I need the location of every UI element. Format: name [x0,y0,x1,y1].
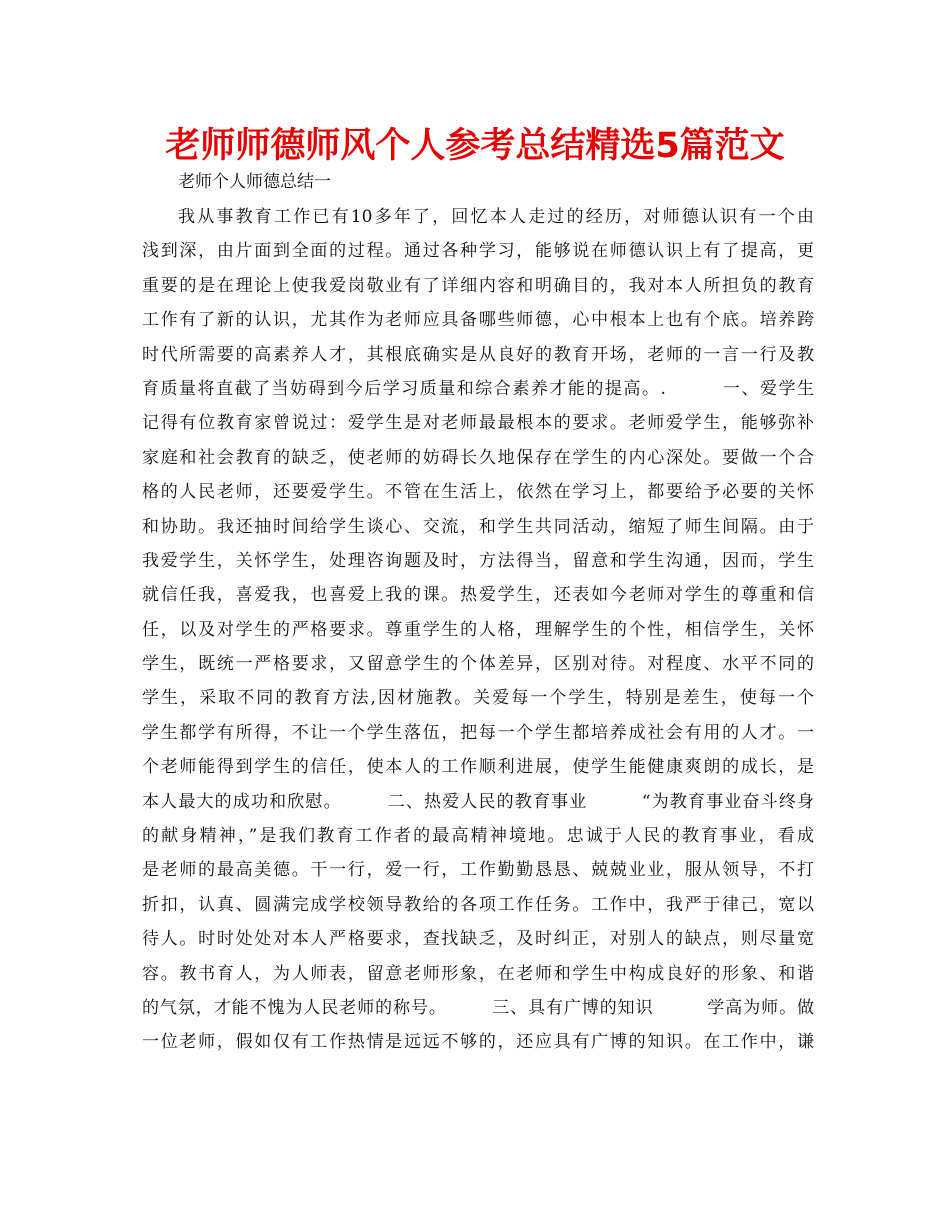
body-line: 一位老师，假如仅有工作热情是远远不够的，还应具有广博的知识。在工作中，谦 [142,1032,814,1053]
body-line: 我爱学生，关怀学生，处理咨询题及时，方法得当，留意和学生沟通，因而，学生 [142,550,814,571]
body-line: 待人。时时处处对本人严格要求，查找缺乏，及时纠正，对别人的缺点，则尽量宽 [142,929,814,950]
body-line: 是老师的最高美德。干一行，爱一行，工作勤勤恳恳、兢兢业业，服从领导，不打 [142,860,814,881]
body-line: 格的人民老师，还要爱学生。不管在生活上，依然在学习上，都要给予必要的关怀 [142,482,814,503]
body-line: 容。教书育人，为人师表，留意老师形象，在老师和学生中构成良好的形象、和谐 [142,963,814,984]
section-subheading: 老师个人师德总结一 [178,172,331,192]
body-line: 时代所需要的高素养人才，其根底确实是从良好的教育开场，老师的一言一行及教 [142,344,814,365]
body-line: 任，以及对学生的严格要求。尊重学生的人格，理解学生的个性，相信学生，关怀 [142,619,814,640]
body-line: 记得有位教育家曾说过：爱学生是对老师最最根本的要求。老师爱学生，能够弥补 [142,413,814,434]
body-line: 学生，既统一严格要求，又留意学生的个体差异，区别对待。对程度、水平不同的 [142,654,814,675]
body-text [142,200,814,1060]
body-line: 个老师能得到学生的信任，使本人的工作顺利进展，使学生能健康爽朗的成长，是 [142,757,814,778]
body-line: 学生都学有所得，不让一个学生落伍，把每一个学生都培养成社会有用的人才。一 [142,722,814,743]
body-line: 家庭和社会教育的缺乏，使老师的妨碍长久地保存在学生的内心深处。要做一个合 [142,447,814,468]
body-line: 的气氛，才能不愧为人民老师的称号。 三、具有广博的知识 学高为师。做 [142,997,814,1018]
body-line: 折扣，认真、圆满完成学校领导教给的各项工作任务。工作中，我严于律己，宽以 [142,894,814,915]
body-line: 工作有了新的认识，尤其作为老师应具备哪些师德，心中根本上也有个底。培养跨 [142,310,814,331]
body-line: 就信任我，喜爱我，也喜爱上我的课。热爱学生，还表如今老师对学生的尊重和信 [142,585,814,606]
body-line: 重要的是在理论上使我爱岗敬业有了详细内容和明确目的，我对本人所担负的教育 [142,275,814,296]
body-line: 育质量将直截了当妨碍到今后学习质量和综合素养才能的提高。. 一、爱学生 [142,378,814,399]
body-line: 本人最大的成功和欣慰。 二、热爱人民的教育事业 “为教育事业奋斗终身 [142,791,814,812]
body-line: 浅到深，由片面到全面的过程。通过各种学习，能够说在师德认识上有了提高，更 [142,241,814,262]
body-line: 和协助。我还抽时间给学生谈心、交流，和学生共同活动，缩短了师生间隔。由于 [142,516,814,537]
body-line: 学生，采取不同的教育方法,因材施教。关爱每一个学生，特别是差生，使每一个 [142,688,814,709]
body-line: 我从事教育工作已有10多年了，回忆本人走过的经历，对师德认识有一个由 [178,207,814,227]
body-line: 的献身精神，”是我们教育工作者的最高精神境地。忠诚于人民的教育事业，看成 [142,826,814,847]
document-title: 老师师德师风个人参考总结精选5篇范文 [165,126,785,166]
